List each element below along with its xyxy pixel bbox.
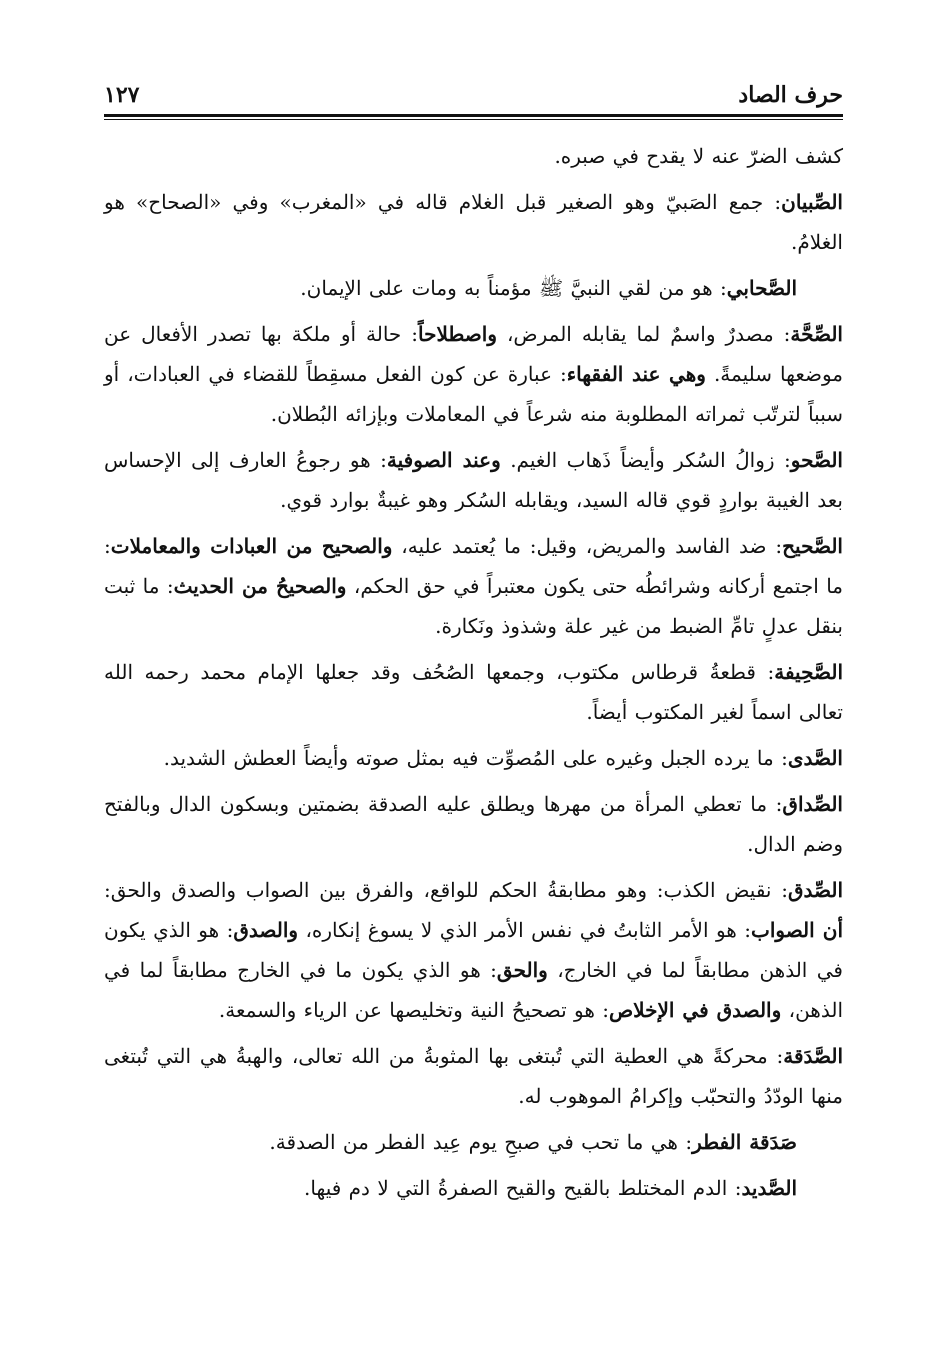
entry-text: : زوالُ السُكر وأيضاً ذَهاب الغيم. [500, 448, 791, 472]
entry-term: وهي عند الفقهاء [566, 362, 706, 386]
header-rule-thin [104, 119, 843, 120]
entry-intro [104, 136, 843, 176]
entry-text: : ضد الفاسد والمريض، وقيل: ما يُعتمد عليه، [392, 534, 783, 558]
entry-text: : هو رجوعُ العارف إلى الإحساس بعد الغيبة بواردٍ قوي قاله السيد، ويقابله السُكر وهو غيبةٌ بوارد قوي. [104, 448, 843, 512]
chapter-title: حرف الصاد [738, 82, 843, 108]
entry-sada [104, 738, 843, 778]
entry-text: : عبارة عن كون الفعل مسقِطاً للقضاء في العبادات، أو سبباً لترتّب ثمراته المطلوبة منه شرعاً في المعاملات وبإزائه البُطلان. [104, 362, 843, 426]
entry-text: : نقيض الكذب: وهو مطابقةُ الحكم للواقع، والفرق بين الصواب والصدق والحق: [104, 878, 788, 902]
entry-text: : ما تعطي المرأة من مهرها ويطلق عليه الصدقة بضمتين وبسكون الدال وبالفتح وضم الدال. [104, 792, 843, 856]
entry-sahifa [104, 652, 843, 732]
entry-text: : هو تصحيحُ النية وتخليصها عن الرياء والسمعة. [218, 998, 609, 1022]
entry-term: الصِّداق [782, 792, 843, 816]
entry-term: الصِّدق [787, 878, 843, 902]
entry-term: الصَّحو [790, 448, 843, 472]
entry-term: والصحيح من العبادات والمعاملات [110, 534, 393, 558]
entry-text: : ما اجتمع أركانه وشرائطُه حتى يكون معتبراً في حق الحكم، [104, 534, 844, 598]
page-header [104, 68, 843, 108]
entry-term: والصدق [233, 918, 299, 942]
entry-term: والحق [496, 958, 548, 982]
entry-text: : ما يرده الجبل وغيره على المُصوِّت فيه بمثل صوته وأيضاً العطش الشديد. [163, 746, 788, 770]
entry-sidq [104, 870, 843, 1030]
entry-text: : جمع الصَبيّ وهو الصغير قبل الغلام قاله في «المغرب» وفي «الصحاح» هو الغلامُ. [104, 190, 843, 254]
entry-sidaq [104, 784, 843, 864]
entry-sahabi [104, 268, 843, 308]
entry-term: والصحيحُ من الحديث [173, 574, 347, 598]
entry-term: الصَّحيح [782, 534, 843, 558]
entry-term: وعند الصوفية [386, 448, 501, 472]
entry-text: : حالة أو ملكة بها تصدر الأفعال عن موضعها سليمةً. [104, 322, 844, 386]
header-rule-thick [104, 114, 843, 117]
entry-text: : هو الذي يكون في الذهن مطابقاً لما في الخارج، [104, 918, 843, 982]
page-content [104, 136, 843, 1208]
entry-sibyan [104, 182, 843, 262]
entry-text: كشف الضرّ عنه لا يقدح في صبره. [554, 144, 843, 168]
entry-text: : هو من لقي النبيَّ ﷺ مؤمناً به ومات على الإيمان. [300, 276, 727, 300]
entry-sadid [104, 1168, 843, 1208]
entry-term: الصَّدَقة [783, 1044, 843, 1068]
entry-sadaqa [104, 1036, 843, 1116]
entry-text: : هو الذي يكون ما في الخارج مطابقاً لما في الذهن، [104, 958, 843, 1022]
entry-term: الصَّدى [787, 746, 843, 770]
entry-text: : قطعةُ قرطاس مكتوب، وجمعها الصُحُف وقد جعلها الإمام محمد رحمه الله تعالى اسماً لغير المكتوب أيضاً. [104, 660, 843, 724]
entry-term: صَدَقة الفطر [692, 1130, 797, 1154]
entry-text: : الدم المختلط بالقيح والقيح الصفرةُ التي لا دم فيها. [304, 1176, 742, 1200]
entry-text: : هي ما تحب في صبحِ يوم عِيد الفطر من الصدقة. [269, 1130, 693, 1154]
entry-sihha [104, 314, 843, 434]
entry-sadaqat-fitr [104, 1122, 843, 1162]
entry-text: : هو الأمر الثابتُ في نفس الأمر الذي لا يسوغ إنكاره، [298, 918, 751, 942]
entry-term: الصَّديد [741, 1176, 797, 1200]
entry-term: الصِّبيان [781, 190, 843, 214]
entry-text: : محركةً هي العطية التي تُبتغى بها المثوبةُ من الله تعالى، والهبةُ هي التي تُبتغى منها الودّدُ والتحبّب وإكرامُ الموهوب له. [104, 1044, 843, 1108]
entry-term: الصَّحِيفة [774, 660, 843, 684]
entry-text: : مصدرٌ واسمٌ لما يقابله المرض، [497, 322, 791, 346]
entry-term: واصطلاحاً [418, 322, 497, 346]
entry-term: والصدق في الإخلاص [609, 998, 782, 1022]
entry-term: أن الصواب [751, 918, 843, 942]
page-number: ١٢٧ [104, 82, 140, 108]
entry-text: : ما ثبت بنقل عدلٍ تامِّ الضبط من غير علة وشذوذ ونَكارة. [104, 574, 843, 638]
entry-term: الصِّحَّة [790, 322, 843, 346]
entry-sahw [104, 440, 843, 520]
entry-term: الصَّحابي [726, 276, 797, 300]
entry-sahih [104, 526, 843, 646]
